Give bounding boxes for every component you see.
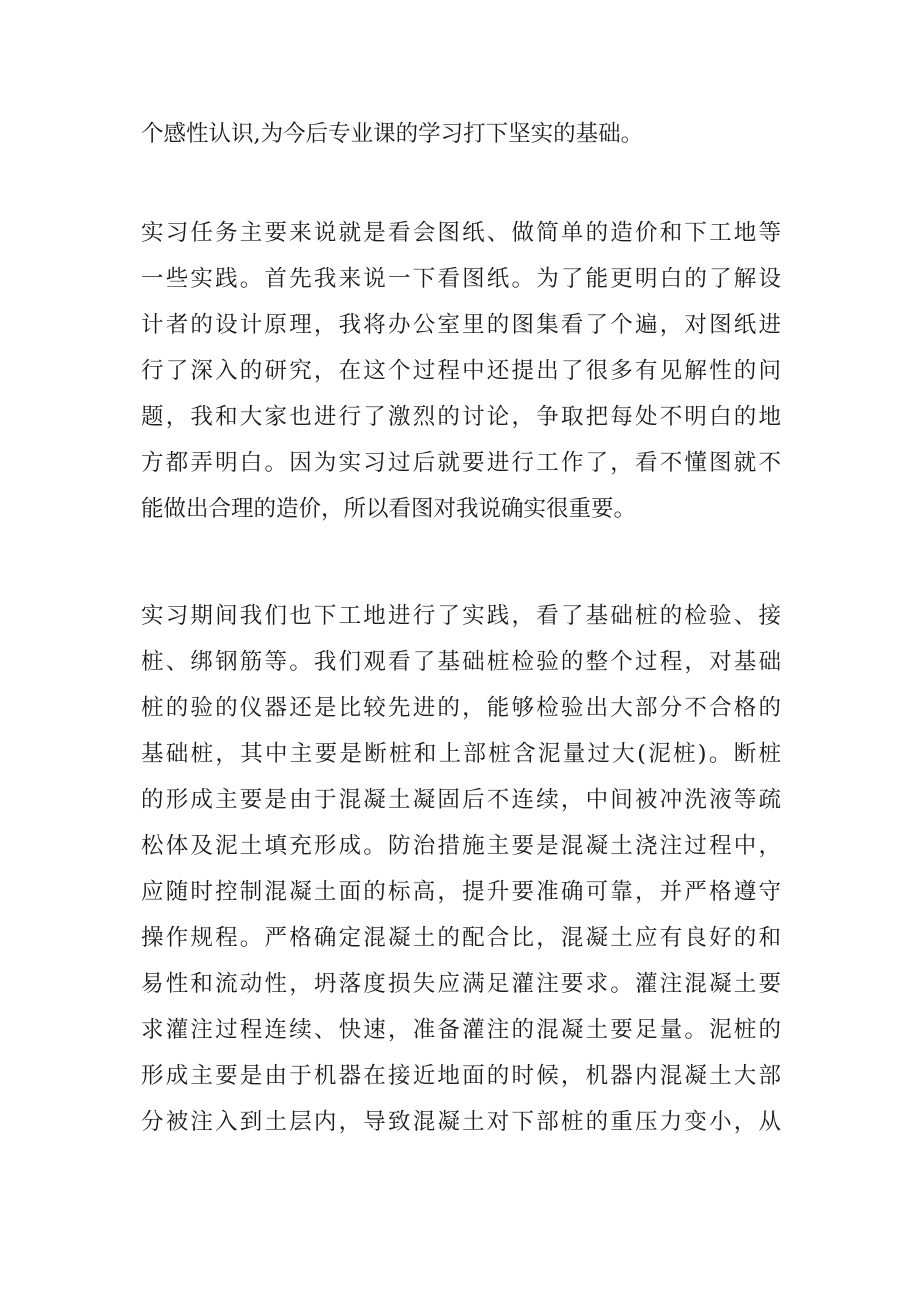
text-line: 求灌注过程连续、快速，准备灌注的混凝土要足量。泥桩的 [141,1017,781,1043]
text-line: 松体及泥土填充形成。防治措施主要是混凝土浇注过程中， [141,833,781,859]
text-line: 桩的验的仪器还是比较先进的，能够检验出大部分不合格的 [141,695,781,721]
text-line: 方都弄明白。因为实习过后就要进行工作了，看不懂图就不 [141,450,781,476]
text-line: 分被注入到土层内，导致混凝土对下部桩的重压力变小，从 [141,1109,781,1135]
text-line: 行了深入的研究，在这个过程中还提出了很多有见解性的问 [141,358,781,384]
text-line: 桩、绑钢筋等。我们观看了基础桩检验的整个过程，对基础 [141,649,781,675]
text-line: 基础桩，其中主要是断桩和上部桩含泥量过大(泥桩)。断桩 [141,741,781,767]
text-line: 形成主要是由于机器在接近地面的时候，机器内混凝土大部 [141,1063,781,1089]
text-line: 实习期间我们也下工地进行了实践，看了基础桩的检验、接 [141,603,781,629]
text-line: 易性和流动性，坍落度损失应满足灌注要求。灌注混凝土要 [141,971,781,997]
text-line: 操作规程。严格确定混凝土的配合比，混凝土应有良好的和 [141,925,781,951]
text-line: 题，我和大家也进行了激烈的讨论，争取把每处不明白的地 [141,404,781,430]
text-line: 个感性认识,为今后专业课的学习打下坚实的基础。 [141,121,644,147]
text-line: 应随时控制混凝土面的标高，提升要准确可靠，并严格遵守 [141,879,781,905]
text-line: 计者的设计原理，我将办公室里的图集看了个遍，对图纸进 [141,312,781,338]
text-line: 一些实践。首先我来说一下看图纸。为了能更明白的了解设 [141,266,781,292]
text-line: 的形成主要是由于混凝土凝固后不连续，中间被冲洗液等疏 [141,787,781,813]
text-line: 实习任务主要来说就是看会图纸、做简单的造价和下工地等 [141,220,781,246]
text-line: 能做出合理的造价，所以看图对我说确实很重要。 [141,496,637,522]
